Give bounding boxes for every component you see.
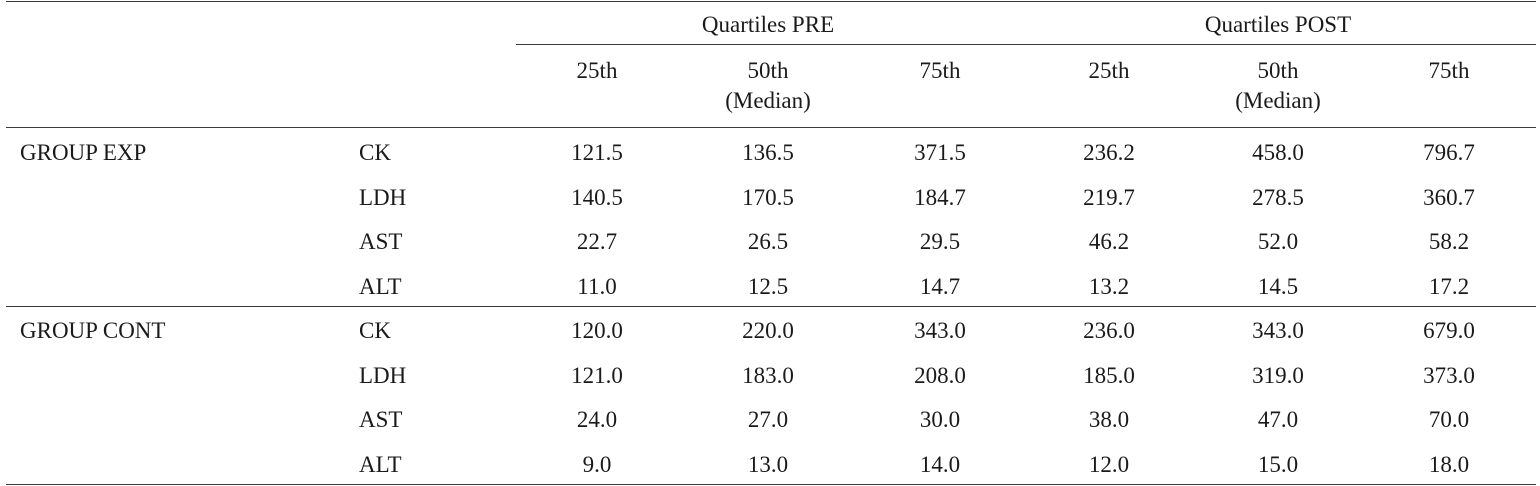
- table-cell: 24.0: [576, 407, 618, 432]
- table-cell: 796.7: [1423, 140, 1475, 165]
- table-cell: 22.7: [576, 229, 618, 254]
- group-name: GROUP CONT: [20, 318, 166, 343]
- column-header: [1089, 56, 1130, 86]
- table-cell: 373.0: [1423, 362, 1475, 388]
- column-header-line2: (Median): [1235, 88, 1321, 113]
- column-header-line1: 75th: [919, 58, 961, 83]
- table-cell: 220.0: [742, 318, 794, 343]
- table-cell: 30.0: [919, 407, 961, 432]
- table-cell: 360.7: [1423, 184, 1475, 210]
- table-cell: 319.0: [1252, 362, 1304, 388]
- table-cell: 185.0: [1083, 362, 1135, 388]
- column-header-line2: (Median): [725, 88, 811, 113]
- table-cell: 18.0: [1428, 451, 1470, 477]
- marker-label: ALT: [359, 451, 402, 477]
- table-cell: 121.0: [571, 362, 623, 388]
- column-header: [577, 56, 618, 86]
- table-cell: 12.5: [747, 273, 789, 299]
- table-cell: 278.5: [1252, 184, 1304, 210]
- column-header: [725, 56, 811, 116]
- table-cell: 219.7: [1083, 184, 1135, 210]
- marker-label: CK: [359, 318, 391, 343]
- table-cell: 12.0: [1088, 451, 1130, 477]
- table-cell: 14.5: [1257, 273, 1299, 299]
- group-header-rule: [516, 44, 1536, 45]
- table-cell: 13.0: [747, 451, 789, 477]
- table-cell: 343.0: [1252, 318, 1304, 343]
- table-cell: 58.2: [1428, 229, 1470, 254]
- table-cell: 13.2: [1088, 273, 1130, 299]
- table-cell: 679.0: [1423, 318, 1475, 343]
- header-bottom-rule: [6, 127, 1536, 128]
- table-cell: 29.5: [919, 229, 961, 254]
- table-cell: 208.0: [914, 362, 966, 388]
- table-cell: 17.2: [1428, 273, 1470, 299]
- table-cell: 27.0: [747, 407, 789, 432]
- column-header-line1: 50th: [747, 58, 789, 83]
- table-cell: 11.0: [577, 273, 617, 299]
- column-header: [1235, 56, 1321, 116]
- marker-label: CK: [359, 140, 391, 165]
- table-cell: 9.0: [582, 451, 612, 477]
- top-rule: [6, 1, 1536, 2]
- table-cell: 184.7: [914, 184, 966, 210]
- marker-label: AST: [359, 229, 403, 254]
- table-cell: 183.0: [742, 362, 794, 388]
- table-cell: 14.7: [919, 273, 961, 299]
- table-cell: 47.0: [1257, 407, 1299, 432]
- column-header: [1429, 56, 1470, 86]
- table-cell: 15.0: [1257, 451, 1299, 477]
- table-cell: 140.5: [571, 184, 623, 210]
- table-cell: 121.5: [571, 140, 623, 165]
- column-header: [920, 56, 961, 86]
- table-cell: 70.0: [1428, 407, 1470, 432]
- marker-label: AST: [359, 407, 403, 432]
- table-cell: 120.0: [571, 318, 623, 343]
- table-cell: 38.0: [1088, 407, 1130, 432]
- table-cell: 26.5: [747, 229, 789, 254]
- group-header-post: Quartiles POST: [1204, 12, 1352, 37]
- column-header-line1: 25th: [576, 58, 618, 83]
- marker-label: LDH: [359, 184, 407, 210]
- table-cell: 52.0: [1257, 229, 1299, 254]
- table-cell: 236.2: [1083, 140, 1135, 165]
- table-cell: 14.0: [919, 451, 961, 477]
- group-name: GROUP EXP: [20, 140, 147, 165]
- column-header-line1: 50th: [1257, 58, 1299, 83]
- column-header-line1: 75th: [1428, 58, 1470, 83]
- table-cell: 236.0: [1083, 318, 1135, 343]
- table-cell: 136.5: [742, 140, 794, 165]
- table-cell: 458.0: [1252, 140, 1304, 165]
- marker-label: LDH: [359, 362, 407, 388]
- table-cell: 170.5: [742, 184, 794, 210]
- column-header-line1: 25th: [1088, 58, 1130, 83]
- group-header-pre: Quartiles PRE: [701, 12, 835, 37]
- marker-label: ALT: [359, 273, 402, 299]
- table-cell: 343.0: [914, 318, 966, 343]
- table-cell: 46.2: [1088, 229, 1130, 254]
- table-cell: 371.5: [914, 140, 966, 165]
- bottom-rule: [6, 484, 1536, 485]
- group-divider-rule: [6, 306, 1536, 307]
